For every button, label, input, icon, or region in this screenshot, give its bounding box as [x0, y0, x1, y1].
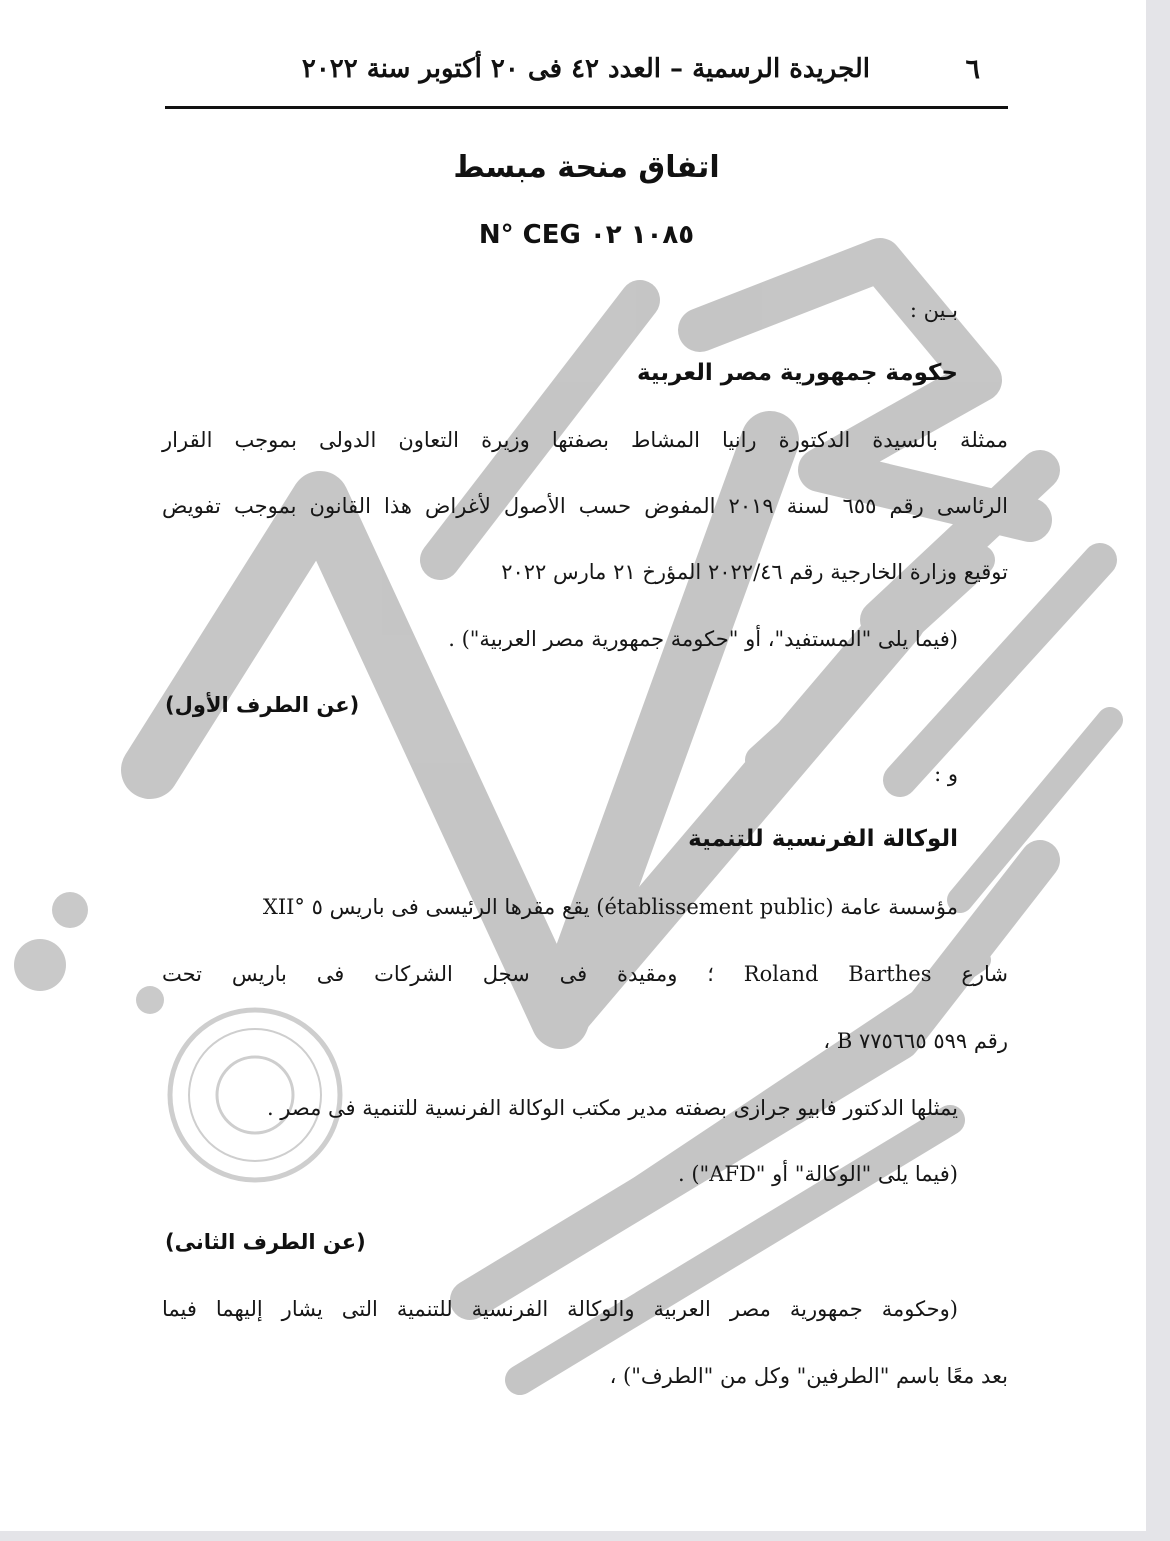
page-shadow-right	[1146, 0, 1170, 1541]
closing-line-1: (وحكومة جمهورية مصر العربية والوكالة الفرنسية للتنمية التى يشار إليهما فيما	[162, 1297, 958, 1321]
party2-line-2: شارع Roland Barthes ؛ ومقيدة فى سجل الشركات فى باريس تحت	[162, 962, 1009, 986]
party1-line-2: الرئاسى رقم ٦٥٥ لسنة ٢٠١٩ المفوض حسب الأصول لأغراض هذا القانون بموجب تفويض	[162, 494, 1008, 518]
party2-representative: يمثلها الدكتور فابيو جرازى بصفته مدير مكتب الوكالة الفرنسية للتنمية فى مصر .	[266, 1096, 958, 1120]
gazette-header: الجريدة الرسمية – العدد ٤٢ فى ٢٠ أكتوبر سنة ٢٠٢٢	[301, 54, 870, 84]
and-label: و :	[934, 762, 958, 786]
party2-line-3: رقم ٥٩٩ ٧٧٥٦٦٥ B ،	[823, 1029, 1008, 1053]
document-reference: N° CEG ١٠٨٥ ٠٢	[478, 220, 695, 250]
party1-role: (عن الطرف الأول)	[165, 693, 360, 717]
party2-line-1: مؤسسة عامة (établissement public) يقع مقرها الرئيسى فى باريس ٥ °XII	[262, 895, 958, 919]
party1-line-3: توقيع وزارة الخارجية رقم ٢٠٢٢/٤٦ المؤرخ ٢١ مارس ٢٠٢٢	[501, 560, 1008, 584]
closing-line-2: بعد معًا باسم "الطرفين" وكل من "الطرف") ،	[609, 1364, 1008, 1388]
party1-name: حكومة جمهورية مصر العربية	[636, 360, 958, 386]
party2-role: (عن الطرف الثانى)	[165, 1230, 366, 1254]
party2-alias: (فيما يلى "الوكالة" أو "AFD") .	[678, 1162, 958, 1186]
header-rule	[165, 106, 1008, 109]
party1-line-1: ممثلة بالسيدة الدكتورة رانيا المشاط بصفتها وزيرة التعاون الدولى بموجب القرار	[162, 428, 1008, 452]
page-shadow-bottom	[0, 1531, 1170, 1541]
party2-name: الوكالة الفرنسية للتنمية	[688, 826, 958, 852]
between-label: بـين :	[909, 298, 958, 322]
document-title: اتفاق منحة مبسط	[453, 150, 720, 185]
party1-alias: (فيما يلى "المستفيد"، أو "حكومة جمهورية مصر العربية") .	[448, 627, 958, 651]
page-number: ٦	[965, 54, 980, 85]
